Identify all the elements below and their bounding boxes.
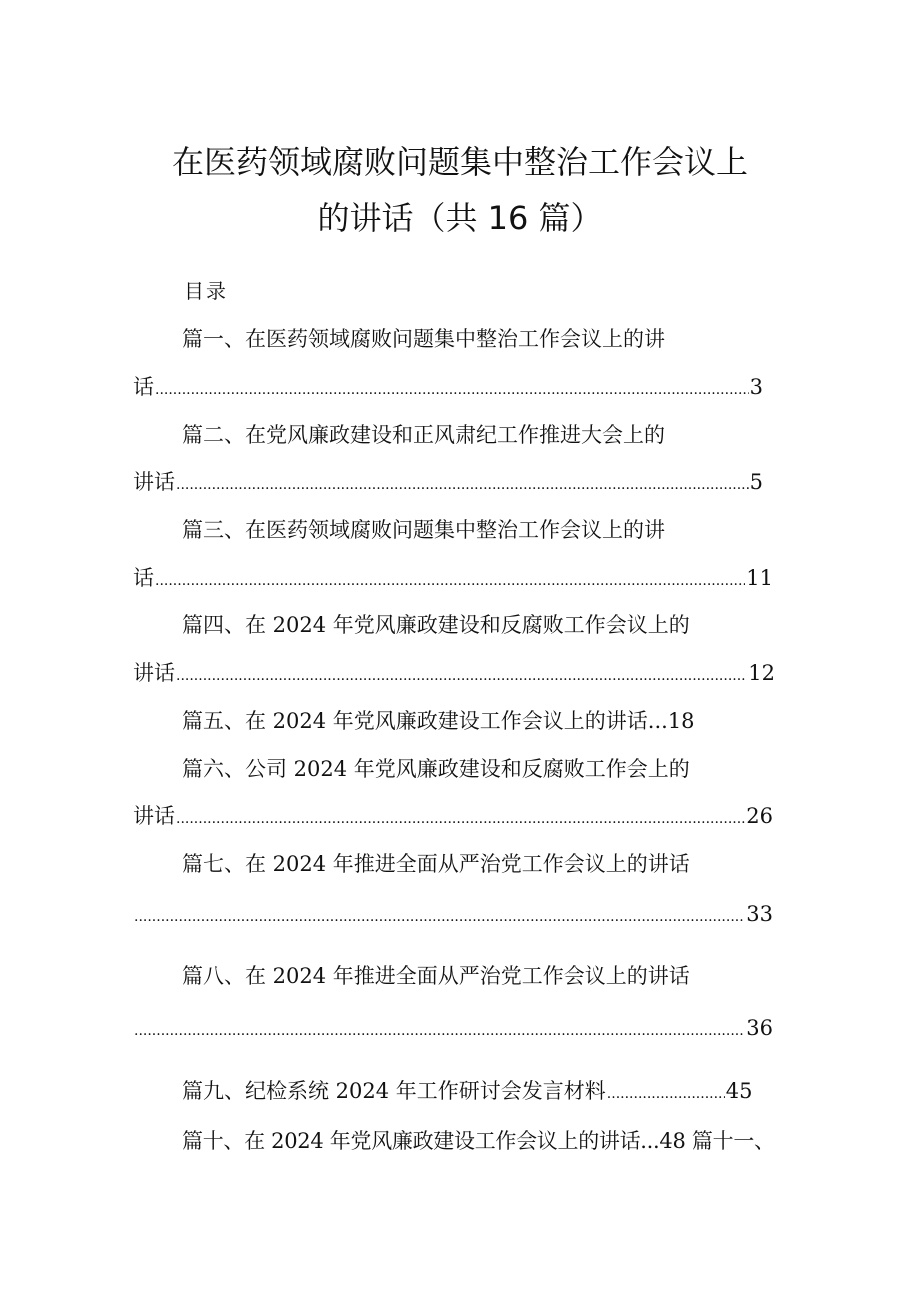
toc-entry-9[interactable]	[182, 1076, 753, 1109]
toc-entry-6-title[interactable]: 篇六、公司 2024 年党风廉政建设和反腐败工作会上的	[182, 757, 690, 781]
toc-entry-4-page: 12	[748, 661, 775, 685]
toc-entry-9-title: 篇九、纪检系统 2024 年工作研讨会发言材料	[182, 1079, 606, 1103]
toc-entry-8-continuation[interactable]	[133, 1013, 773, 1046]
dot-leader	[134, 1013, 745, 1046]
dot-leader	[607, 1076, 725, 1109]
toc-entry-6-tail: 讲话	[133, 804, 175, 828]
toc-entry-5-title[interactable]: 篇五、在 2024 年党风廉政建设工作会议上的讲话...18	[182, 709, 695, 733]
toc-entry-8-title[interactable]: 篇八、在 2024 年推进全面从严治党工作会议上的讲话	[182, 964, 690, 988]
toc-entry-3-title[interactable]: 篇三、在医药领域腐败问题集中整治工作会议上的讲	[182, 518, 665, 542]
toc-entry-2-continuation[interactable]	[133, 467, 763, 500]
toc-entry-1-continuation[interactable]	[133, 372, 763, 405]
toc-entry-3-continuation[interactable]	[133, 563, 773, 596]
dot-leader	[155, 563, 745, 596]
document-title-line-1: 在医药领域腐败问题集中整治工作会议上	[171, 143, 748, 181]
toc-entry-2-page: 5	[749, 470, 763, 494]
toc-entry-1-title[interactable]: 篇一、在医药领域腐败问题集中整治工作会议上的讲	[182, 327, 665, 351]
toc-entry-6-page: 26	[746, 804, 773, 828]
toc-entry-10-title[interactable]: 篇十、在 2024 年党风廉政建设工作会议上的讲话...48 篇十一、	[182, 1129, 775, 1153]
toc-entry-4-title[interactable]: 篇四、在 2024 年党风廉政建设和反腐败工作会议上的	[182, 613, 690, 637]
toc-entry-2-tail: 讲话	[133, 470, 175, 494]
dot-leader	[176, 467, 749, 500]
dot-leader	[134, 899, 745, 932]
toc-entry-7-continuation[interactable]	[133, 899, 773, 932]
toc-entry-9-page: 45	[725, 1079, 753, 1103]
toc-entry-7-title[interactable]: 篇七、在 2024 年推进全面从严治党工作会议上的讲话	[182, 852, 690, 876]
toc-entry-7-page: 33	[746, 902, 773, 926]
toc-entry-2-title[interactable]: 篇二、在党风廉政建设和正风肃纪工作推进大会上的	[182, 423, 665, 447]
dot-leader	[176, 801, 745, 834]
toc-entry-3-tail: 话	[133, 566, 154, 590]
toc-entry-1-page: 3	[749, 375, 763, 399]
dot-leader	[155, 372, 749, 405]
toc-entry-8-page: 36	[746, 1016, 773, 1040]
toc-entry-3-page: 11	[746, 566, 773, 590]
dot-leader	[176, 658, 747, 691]
document-title-line-2: 的讲话（共 16 篇）	[317, 199, 603, 237]
toc-entry-4-tail: 讲话	[133, 661, 175, 685]
toc-entry-6-continuation[interactable]	[133, 801, 773, 834]
toc-heading: 目录	[184, 279, 228, 303]
toc-entry-1-tail: 话	[133, 375, 154, 399]
toc-entry-4-continuation[interactable]	[133, 658, 775, 691]
